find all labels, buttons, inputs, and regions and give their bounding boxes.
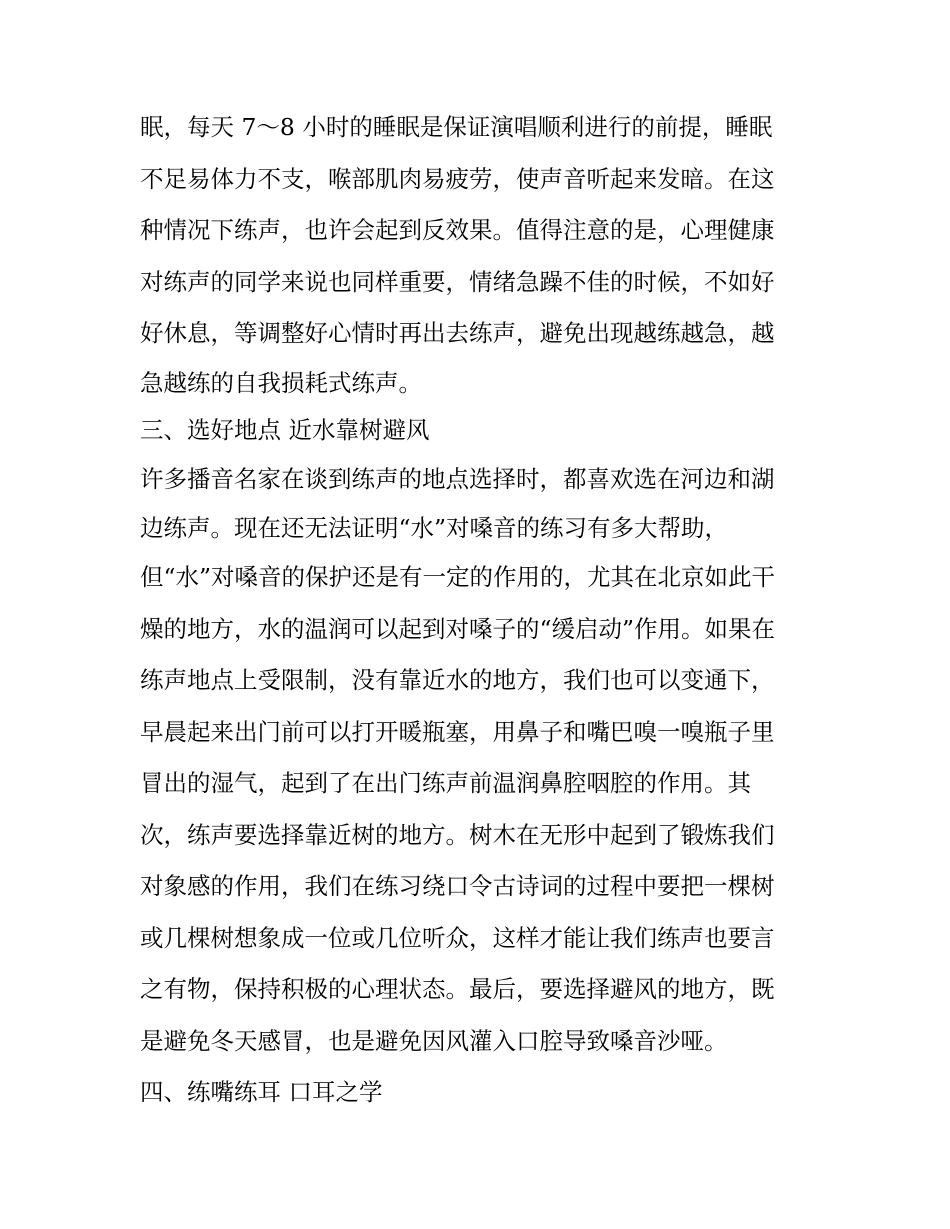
body-line: 好休息，等调整好心情时再出去练声，避免出现越练越急，越 (140, 319, 775, 347)
body-line: 眠，每天 7～8 小时的睡眠是保证演唱顺利进行的前提，睡眠 (140, 113, 773, 141)
section-heading: 四、练嘴练耳 口耳之学 (140, 1078, 383, 1106)
body-line: 是避免冬天感冒，也是避免因风灌入口腔导致嗓音沙哑。 (140, 1026, 728, 1055)
section-heading: 三、选好地点 近水靠树避风 (140, 415, 430, 444)
body-line: 不足易体力不支，喉部肌肉易疲劳，使声音听起来发暗。在这 (140, 164, 775, 193)
body-line: 许多播音名家在谈到练声的地点选择时，都喜欢选在河边和湖 (140, 464, 775, 493)
document-page (140, 102, 820, 1119)
body-line: 燥的地方，水的温润可以起到对嗓子的“缓启动”作用。如果在 (140, 614, 776, 643)
body-line: 早晨起来出门前可以打开暖瓶塞，用鼻子和嘴巴嗅一嗅瓶子里 (140, 717, 775, 746)
body-line: 对练声的同学来说也同样重要，情绪急躁不佳的时候，不如好 (140, 267, 775, 296)
body-line: 急越练的自我损耗式练声。 (140, 368, 422, 397)
body-line: 对象感的作用，我们在练习绕口令古诗词的过程中要把一棵树 (140, 872, 775, 900)
body-line: 次，练声要选择靠近树的地方。树木在无形中起到了锻炼我们 (140, 820, 775, 849)
body-line: 边练声。现在还无法证明“水”对嗓音的练习有多大帮助， (140, 514, 729, 542)
body-line: 练声地点上受限制，没有靠近水的地方，我们也可以变通下， (140, 666, 775, 694)
body-line: 之有物，保持积极的心理状态。最后，要选择避风的地方，既 (140, 975, 775, 1003)
body-line: 种情况下练声，也许会起到反效果。值得注意的是，心理健康 (140, 216, 775, 244)
body-line: 或几棵树想象成一位或几位听众，这样才能让我们练声也要言 (140, 923, 775, 952)
body-line: 冒出的湿气，起到了在出门练声前温润鼻腔咽腔的作用。其 (140, 769, 751, 797)
body-line: 但“水”对嗓音的保护还是有一定的作用的，尤其在北京如此干 (140, 563, 776, 591)
